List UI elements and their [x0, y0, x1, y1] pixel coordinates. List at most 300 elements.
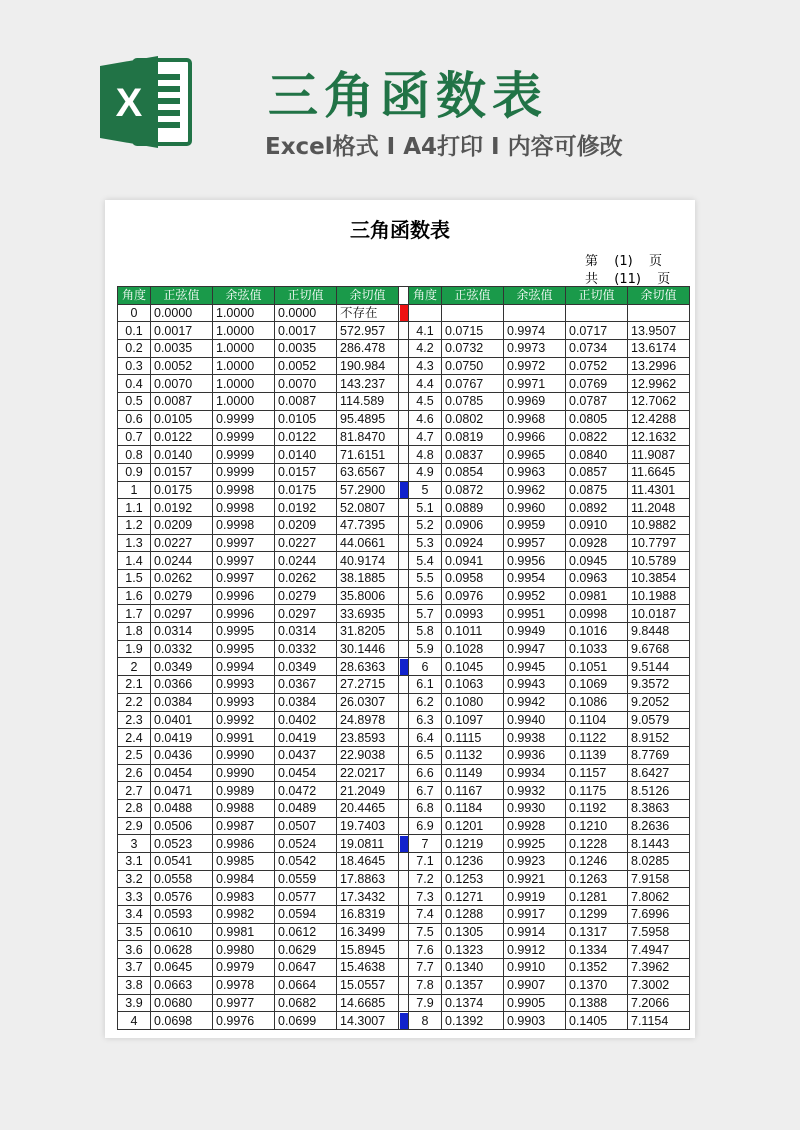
angle-cell-2: 6.6 — [409, 764, 442, 782]
angle-cell: 1.2 — [118, 516, 151, 534]
separator-cell — [399, 817, 409, 835]
sine-cell: 0.0680 — [151, 994, 213, 1012]
angle-cell: 2.3 — [118, 711, 151, 729]
cotangent-cell-2: 7.4947 — [628, 941, 690, 959]
cotangent-cell: 63.6567 — [337, 463, 399, 481]
sine-cell-2 — [442, 304, 504, 322]
angle-cell-2: 6.4 — [409, 729, 442, 747]
tangent-cell-2: 0.1263 — [566, 870, 628, 888]
cotangent-cell: 30.1446 — [337, 640, 399, 658]
separator-cell — [399, 605, 409, 623]
table-row — [118, 428, 690, 446]
excel-logo-icon — [100, 52, 192, 152]
sine-cell-2: 0.1340 — [442, 959, 504, 977]
cotangent-cell-2: 11.9087 — [628, 446, 690, 464]
angle-cell-2: 4.3 — [409, 357, 442, 375]
sine-cell: 0.0454 — [151, 764, 213, 782]
tangent-cell: 0.0332 — [275, 640, 337, 658]
sine-cell: 0.0663 — [151, 976, 213, 994]
cotangent-cell-2: 11.6645 — [628, 463, 690, 481]
tangent-cell-2: 0.1210 — [566, 817, 628, 835]
separator-cell — [399, 304, 409, 322]
angle-cell-2: 7.5 — [409, 923, 442, 941]
tangent-cell-2: 0.0805 — [566, 410, 628, 428]
tangent-cell-2: 0.0752 — [566, 357, 628, 375]
separator-cell — [399, 463, 409, 481]
tangent-cell: 0.0070 — [275, 375, 337, 393]
separator-cell — [399, 959, 409, 977]
table-row — [118, 587, 690, 605]
separator-cell — [399, 941, 409, 959]
angle-cell-2: 6.8 — [409, 799, 442, 817]
cosine-cell: 0.9988 — [213, 799, 275, 817]
cosine-cell-2: 0.9930 — [504, 799, 566, 817]
tangent-cell-2: 0.1157 — [566, 764, 628, 782]
tangent-cell: 0.0594 — [275, 906, 337, 924]
sine-cell: 0.0366 — [151, 676, 213, 694]
angle-cell-2: 5.4 — [409, 552, 442, 570]
header-angle: 角度 — [118, 287, 151, 305]
table-row — [118, 729, 690, 747]
cosine-cell-2: 0.9972 — [504, 357, 566, 375]
tangent-cell: 0.0507 — [275, 817, 337, 835]
tangent-cell: 0.0384 — [275, 693, 337, 711]
blue-marker — [400, 659, 408, 675]
angle-cell-2: 4.4 — [409, 375, 442, 393]
separator-cell — [399, 428, 409, 446]
sine-cell: 0.0175 — [151, 481, 213, 499]
header-tangent-2: 正切值 — [566, 287, 628, 305]
angle-cell-2: 6.7 — [409, 782, 442, 800]
tangent-cell-2 — [566, 304, 628, 322]
cotangent-cell-2: 9.3572 — [628, 676, 690, 694]
cotangent-cell: 22.9038 — [337, 746, 399, 764]
cosine-cell-2: 0.9952 — [504, 587, 566, 605]
table-row — [118, 340, 690, 358]
angle-cell-2: 4.1 — [409, 322, 442, 340]
tangent-cell: 0.0175 — [275, 481, 337, 499]
sine-cell-2: 0.0715 — [442, 322, 504, 340]
cosine-cell: 0.9999 — [213, 463, 275, 481]
sine-cell: 0.0541 — [151, 853, 213, 871]
cosine-cell: 0.9992 — [213, 711, 275, 729]
tangent-cell-2: 0.1122 — [566, 729, 628, 747]
tangent-cell-2: 0.1352 — [566, 959, 628, 977]
cotangent-cell: 16.3499 — [337, 923, 399, 941]
header-cotangent-2: 余切值 — [628, 287, 690, 305]
table-row — [118, 410, 690, 428]
table-row — [118, 817, 690, 835]
tangent-cell-2: 0.0787 — [566, 393, 628, 411]
sine-cell: 0.0401 — [151, 711, 213, 729]
cosine-cell-2: 0.9917 — [504, 906, 566, 924]
cosine-cell-2: 0.9903 — [504, 1012, 566, 1030]
table-row — [118, 711, 690, 729]
table-row — [118, 393, 690, 411]
table-row — [118, 481, 690, 499]
separator-cell — [399, 676, 409, 694]
tangent-cell-2: 0.1370 — [566, 976, 628, 994]
cotangent-cell: 95.4895 — [337, 410, 399, 428]
cosine-cell: 0.9997 — [213, 552, 275, 570]
sine-cell-2: 0.1253 — [442, 870, 504, 888]
tangent-cell: 0.0192 — [275, 499, 337, 517]
angle-cell: 2.8 — [118, 799, 151, 817]
angle-cell: 1 — [118, 481, 151, 499]
cotangent-cell: 286.478 — [337, 340, 399, 358]
cosine-cell: 0.9985 — [213, 853, 275, 871]
angle-cell: 0.9 — [118, 463, 151, 481]
sine-cell: 0.0297 — [151, 605, 213, 623]
cotangent-cell: 31.8205 — [337, 623, 399, 641]
sine-cell-2: 0.0854 — [442, 463, 504, 481]
cotangent-cell: 114.589 — [337, 393, 399, 411]
sine-cell-2: 0.1115 — [442, 729, 504, 747]
cosine-cell: 0.9991 — [213, 729, 275, 747]
sine-cell: 0.0645 — [151, 959, 213, 977]
sine-cell: 0.0192 — [151, 499, 213, 517]
cotangent-cell-2: 13.6174 — [628, 340, 690, 358]
cotangent-cell-2: 10.3854 — [628, 570, 690, 588]
tangent-cell: 0.0017 — [275, 322, 337, 340]
table-row — [118, 906, 690, 924]
header-angle-2: 角度 — [409, 287, 442, 305]
tangent-cell-2: 0.1334 — [566, 941, 628, 959]
tangent-cell: 0.0559 — [275, 870, 337, 888]
sine-cell-2: 0.1045 — [442, 658, 504, 676]
angle-cell: 3.7 — [118, 959, 151, 977]
cotangent-cell: 81.8470 — [337, 428, 399, 446]
cotangent-cell-2: 9.6768 — [628, 640, 690, 658]
tangent-cell: 0.0664 — [275, 976, 337, 994]
sine-cell-2: 0.0958 — [442, 570, 504, 588]
sine-cell-2: 0.1080 — [442, 693, 504, 711]
cotangent-cell: 17.8863 — [337, 870, 399, 888]
sine-cell: 0.0471 — [151, 782, 213, 800]
cosine-cell: 0.9976 — [213, 1012, 275, 1030]
cosine-cell-2: 0.9914 — [504, 923, 566, 941]
cosine-cell-2 — [504, 304, 566, 322]
angle-cell-2: 7.3 — [409, 888, 442, 906]
cosine-cell-2: 0.9912 — [504, 941, 566, 959]
table-row — [118, 976, 690, 994]
cotangent-cell-2: 7.3962 — [628, 959, 690, 977]
sine-cell: 0.0384 — [151, 693, 213, 711]
tangent-cell: 0.0437 — [275, 746, 337, 764]
cotangent-cell: 15.0557 — [337, 976, 399, 994]
sine-cell: 0.0209 — [151, 516, 213, 534]
cotangent-cell-2: 7.1154 — [628, 1012, 690, 1030]
tangent-cell-2: 0.0857 — [566, 463, 628, 481]
tangent-cell-2: 0.0769 — [566, 375, 628, 393]
angle-cell: 2.7 — [118, 782, 151, 800]
sine-cell: 0.0227 — [151, 534, 213, 552]
header-cosine-2: 余弦值 — [504, 287, 566, 305]
separator-cell — [399, 835, 409, 853]
tangent-cell: 0.0035 — [275, 340, 337, 358]
cotangent-cell-2: 7.5958 — [628, 923, 690, 941]
angle-cell: 3.9 — [118, 994, 151, 1012]
cosine-cell-2: 0.9947 — [504, 640, 566, 658]
angle-cell: 3.2 — [118, 870, 151, 888]
separator-cell — [399, 357, 409, 375]
angle-cell: 1.4 — [118, 552, 151, 570]
cosine-cell: 0.9999 — [213, 446, 275, 464]
cotangent-cell-2: 8.0285 — [628, 853, 690, 871]
blue-marker — [400, 482, 408, 498]
tangent-cell: 0.0542 — [275, 853, 337, 871]
cotangent-cell-2: 9.8448 — [628, 623, 690, 641]
blue-marker — [400, 1013, 408, 1029]
separator-cell — [399, 799, 409, 817]
cosine-cell-2: 0.9965 — [504, 446, 566, 464]
sine-cell: 0.0698 — [151, 1012, 213, 1030]
cosine-cell-2: 0.9963 — [504, 463, 566, 481]
angle-cell-2: 7 — [409, 835, 442, 853]
angle-cell: 1.1 — [118, 499, 151, 517]
sine-cell: 0.0576 — [151, 888, 213, 906]
sine-cell-2: 0.1063 — [442, 676, 504, 694]
angle-cell: 0.3 — [118, 357, 151, 375]
angle-cell-2: 7.1 — [409, 853, 442, 871]
sine-cell: 0.0436 — [151, 746, 213, 764]
tangent-cell: 0.0087 — [275, 393, 337, 411]
angle-cell: 3.4 — [118, 906, 151, 924]
table-row — [118, 888, 690, 906]
cosine-cell: 0.9977 — [213, 994, 275, 1012]
cosine-cell: 0.9986 — [213, 835, 275, 853]
cosine-cell: 1.0000 — [213, 357, 275, 375]
angle-cell-2: 5.3 — [409, 534, 442, 552]
cotangent-cell-2: 8.7769 — [628, 746, 690, 764]
cotangent-cell: 15.8945 — [337, 941, 399, 959]
cotangent-cell-2: 8.6427 — [628, 764, 690, 782]
cosine-cell-2: 0.9971 — [504, 375, 566, 393]
separator-cell — [399, 764, 409, 782]
tangent-cell: 0.0227 — [275, 534, 337, 552]
tangent-cell: 0.0454 — [275, 764, 337, 782]
tangent-cell-2: 0.0981 — [566, 587, 628, 605]
sine-cell: 0.0070 — [151, 375, 213, 393]
cotangent-cell: 24.8978 — [337, 711, 399, 729]
cosine-cell-2: 0.9945 — [504, 658, 566, 676]
cotangent-cell-2: 8.2636 — [628, 817, 690, 835]
table-row — [118, 693, 690, 711]
sine-cell-2: 0.1374 — [442, 994, 504, 1012]
red-marker — [400, 305, 408, 321]
tangent-cell-2: 0.1069 — [566, 676, 628, 694]
tangent-cell-2: 0.1281 — [566, 888, 628, 906]
sine-cell-2: 0.1357 — [442, 976, 504, 994]
angle-cell: 0.2 — [118, 340, 151, 358]
cosine-cell-2: 0.9962 — [504, 481, 566, 499]
tangent-cell-2: 0.1299 — [566, 906, 628, 924]
angle-cell-2: 5 — [409, 481, 442, 499]
table-row — [118, 835, 690, 853]
sine-cell: 0.0140 — [151, 446, 213, 464]
logo-letter: X — [115, 81, 143, 125]
angle-cell: 1.3 — [118, 534, 151, 552]
cosine-cell-2: 0.9921 — [504, 870, 566, 888]
tangent-cell-2: 0.0910 — [566, 516, 628, 534]
table-row — [118, 799, 690, 817]
cosine-cell-2: 0.9928 — [504, 817, 566, 835]
cosine-cell: 0.9994 — [213, 658, 275, 676]
tangent-cell-2: 0.0963 — [566, 570, 628, 588]
cosine-cell: 0.9999 — [213, 410, 275, 428]
angle-cell-2: 5.9 — [409, 640, 442, 658]
angle-cell-2: 6.2 — [409, 693, 442, 711]
angle-cell: 0.6 — [118, 410, 151, 428]
tangent-cell: 0.0209 — [275, 516, 337, 534]
sine-cell: 0.0610 — [151, 923, 213, 941]
sine-cell-2: 0.1392 — [442, 1012, 504, 1030]
page-total: (11) — [614, 272, 641, 287]
cotangent-cell-2: 10.1988 — [628, 587, 690, 605]
header-cotangent: 余切值 — [337, 287, 399, 305]
cotangent-cell-2: 8.5126 — [628, 782, 690, 800]
cotangent-cell-2: 11.4301 — [628, 481, 690, 499]
tangent-cell-2: 0.0822 — [566, 428, 628, 446]
sine-cell: 0.0314 — [151, 623, 213, 641]
blue-marker — [400, 836, 408, 852]
cotangent-cell: 52.0807 — [337, 499, 399, 517]
cotangent-cell: 71.6151 — [337, 446, 399, 464]
angle-cell-2: 6.9 — [409, 817, 442, 835]
tangent-cell: 0.0682 — [275, 994, 337, 1012]
angle-cell-2: 6.3 — [409, 711, 442, 729]
cotangent-cell-2: 13.9507 — [628, 322, 690, 340]
table-row — [118, 923, 690, 941]
sine-cell: 0.0122 — [151, 428, 213, 446]
cotangent-cell-2: 7.6996 — [628, 906, 690, 924]
tangent-cell-2: 0.0717 — [566, 322, 628, 340]
sine-cell-2: 0.0976 — [442, 587, 504, 605]
cotangent-cell: 38.1885 — [337, 570, 399, 588]
sine-cell-2: 0.1323 — [442, 941, 504, 959]
angle-cell: 2.6 — [118, 764, 151, 782]
angle-cell: 3 — [118, 835, 151, 853]
separator-cell — [399, 658, 409, 676]
separator-cell — [399, 516, 409, 534]
page-total-line — [585, 268, 670, 287]
separator-cell — [399, 587, 409, 605]
separator-cell — [399, 340, 409, 358]
cosine-cell-2: 0.9973 — [504, 340, 566, 358]
sine-cell: 0.0262 — [151, 570, 213, 588]
sine-cell-2: 0.0802 — [442, 410, 504, 428]
sine-cell-2: 0.1219 — [442, 835, 504, 853]
angle-cell-2: 6.1 — [409, 676, 442, 694]
separator-cell — [399, 499, 409, 517]
cosine-cell: 0.9997 — [213, 570, 275, 588]
sine-cell: 0.0558 — [151, 870, 213, 888]
angle-cell-2: 4.5 — [409, 393, 442, 411]
sine-cell-2: 0.0924 — [442, 534, 504, 552]
angle-cell-2: 5.1 — [409, 499, 442, 517]
sine-cell-2: 0.1305 — [442, 923, 504, 941]
cosine-cell: 0.9996 — [213, 587, 275, 605]
angle-cell-2: 7.9 — [409, 994, 442, 1012]
sine-cell-2: 0.1167 — [442, 782, 504, 800]
angle-cell-2: 5.8 — [409, 623, 442, 641]
table-row — [118, 623, 690, 641]
sine-cell: 0.0279 — [151, 587, 213, 605]
sine-cell: 0.0628 — [151, 941, 213, 959]
separator-cell — [399, 481, 409, 499]
angle-cell: 0.5 — [118, 393, 151, 411]
cotangent-cell: 17.3432 — [337, 888, 399, 906]
cosine-cell-2: 0.9936 — [504, 746, 566, 764]
cosine-cell-2: 0.9956 — [504, 552, 566, 570]
angle-cell: 2 — [118, 658, 151, 676]
angle-cell: 0.7 — [118, 428, 151, 446]
cosine-cell: 0.9996 — [213, 605, 275, 623]
cosine-cell-2: 0.9923 — [504, 853, 566, 871]
sine-cell: 0.0488 — [151, 799, 213, 817]
separator-cell — [399, 393, 409, 411]
separator-cell — [399, 446, 409, 464]
cotangent-cell: 23.8593 — [337, 729, 399, 747]
tangent-cell-2: 0.1033 — [566, 640, 628, 658]
cosine-cell-2: 0.9966 — [504, 428, 566, 446]
cotangent-cell: 47.7395 — [337, 516, 399, 534]
cosine-cell: 1.0000 — [213, 304, 275, 322]
cotangent-cell-2: 10.7797 — [628, 534, 690, 552]
separator-cell — [399, 570, 409, 588]
sine-cell-2: 0.0889 — [442, 499, 504, 517]
page-number: (1) — [614, 254, 633, 269]
separator-cell — [399, 552, 409, 570]
sine-cell: 0.0244 — [151, 552, 213, 570]
sine-cell-2: 0.1011 — [442, 623, 504, 641]
angle-cell-2 — [409, 304, 442, 322]
separator-cell — [399, 976, 409, 994]
sine-cell: 0.0157 — [151, 463, 213, 481]
sine-cell-2: 0.1271 — [442, 888, 504, 906]
angle-cell: 1.6 — [118, 587, 151, 605]
tangent-cell: 0.0524 — [275, 835, 337, 853]
tangent-cell: 0.0367 — [275, 676, 337, 694]
table-row — [118, 994, 690, 1012]
sine-cell-2: 0.0785 — [442, 393, 504, 411]
table-row — [118, 534, 690, 552]
sine-cell: 0.0087 — [151, 393, 213, 411]
tangent-cell-2: 0.0945 — [566, 552, 628, 570]
header-tangent: 正切值 — [275, 287, 337, 305]
tangent-cell: 0.0349 — [275, 658, 337, 676]
table-row — [118, 870, 690, 888]
separator-cell — [399, 534, 409, 552]
cosine-cell-2: 0.9934 — [504, 764, 566, 782]
cotangent-cell: 19.0811 — [337, 835, 399, 853]
sine-cell-2: 0.0872 — [442, 481, 504, 499]
angle-cell: 3.8 — [118, 976, 151, 994]
separator-cell — [399, 322, 409, 340]
separator-cell — [399, 375, 409, 393]
table-row — [118, 463, 690, 481]
cotangent-cell-2: 9.2052 — [628, 693, 690, 711]
table-row — [118, 746, 690, 764]
cosine-cell: 0.9983 — [213, 888, 275, 906]
angle-cell: 0 — [118, 304, 151, 322]
tangent-cell-2: 0.1246 — [566, 853, 628, 871]
separator-cell — [399, 853, 409, 871]
tangent-cell-2: 0.0892 — [566, 499, 628, 517]
cotangent-cell: 22.0217 — [337, 764, 399, 782]
cosine-cell-2: 0.9951 — [504, 605, 566, 623]
sine-cell: 0.0419 — [151, 729, 213, 747]
